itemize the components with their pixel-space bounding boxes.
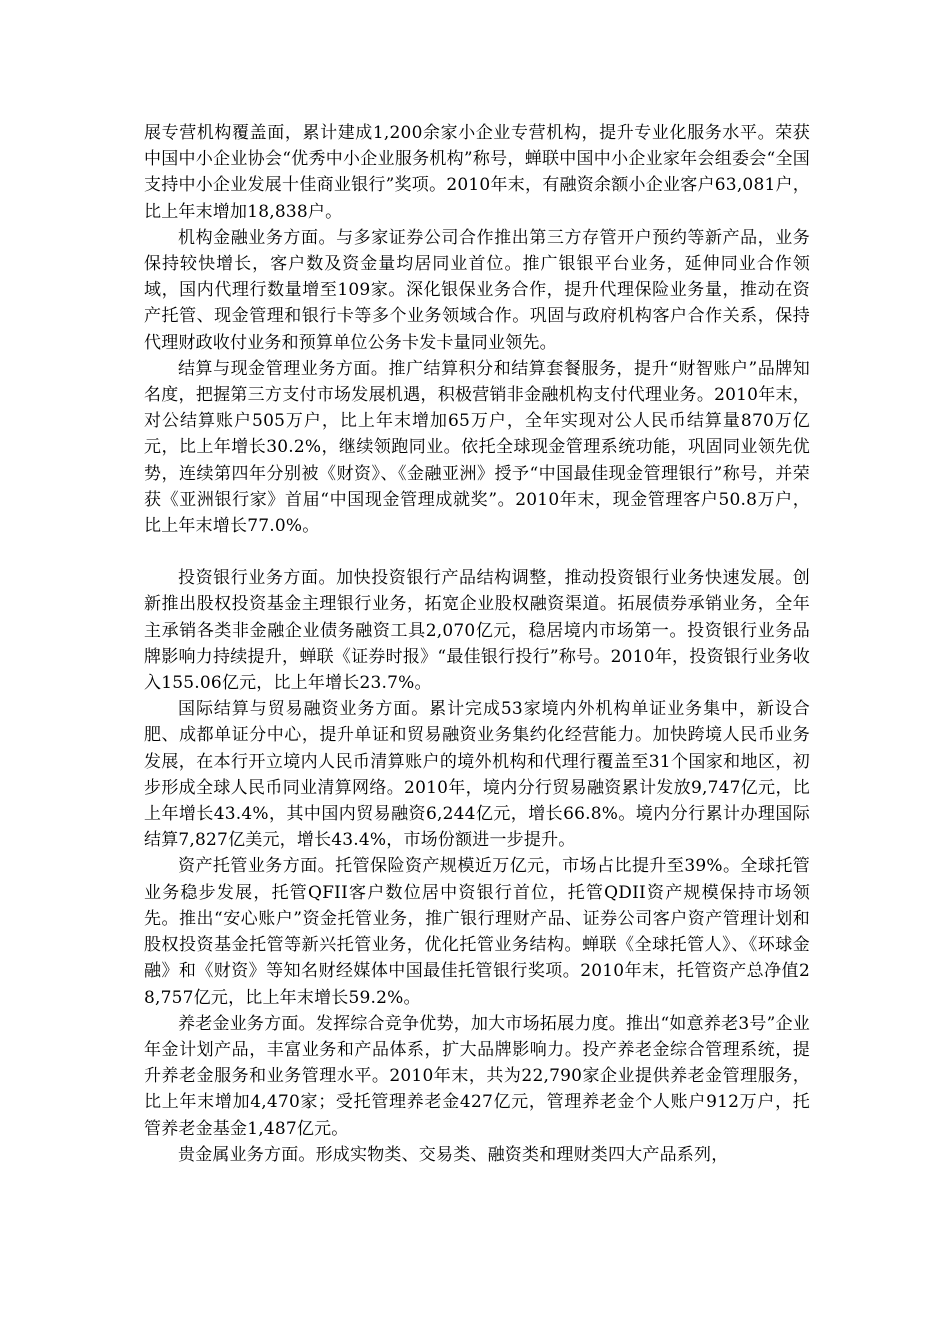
paragraph-institutional-finance: 机构金融业务方面。与多家证券公司合作推出第三方存管开户预约等新产品，业务保持较快增长，客户数及资金量均居同业首位。推广银银平台业务，延伸同业合作领域，国内代理行数量增至109家。深化银保业务合作，提升代理保险业务量，推动在资产托管、现金管理和银行卡等多个业务领域合作。巩固与政府机构客户合作关系，保持代理财政收付业务和预算单位公务卡发卡量同业领先。 <box>144 227 810 353</box>
document-page <box>144 120 810 1168</box>
paragraph-precious-metals: 贵金属业务方面。形成实物类、交易类、融资类和理财类四大产品系列， <box>178 1144 729 1165</box>
paragraph-asset-custody: 资产托管业务方面。托管保险资产规模近万亿元，市场占比提升至39%。全球托管业务稳步发展，托管QFII客户数位居中资银行首位，托管QDII资产规模保持市场领先。推出“安心账户”资金托管业务，推广银行理财产品、证券公司客户资产管理计划和股权投资基金托管等新兴托管业务，优化托管业务结构。蝉联《全球托管人》、《环球金融》和《财资》等知名财经媒体中国最佳托管银行奖项。2010年末，托管资产总净值28,757亿元，比上年末增长59.2%。 <box>144 856 810 1008</box>
paragraph-gap <box>144 539 810 565</box>
paragraph-investment-banking: 投资银行业务方面。加快投资银行产品结构调整，推动投资银行业务快速发展。创新推出股权投资基金主理银行业务，拓宽企业股权融资渠道。拓展债券承销业务，全年主承销各类非金融企业债务融资工具2,070亿元，稳居境内市场第一。投资银行业务品牌影响力持续提升，蝉联《证券时报》“最佳银行投行”称号。2010年，投资银行业务收入155.06亿元，比上年增长23.7%。 <box>144 568 810 694</box>
paragraph-trade-finance: 国际结算与贸易融资业务方面。累计完成53家境内外机构单证业务集中，新设合肥、成都单证分中心，提升单证和贸易融资业务集约化经营能力。加快跨境人民币业务发展，在本行开立境内人民币清算账户的境外机构和代理行覆盖至31个国家和地区，初步形成全球人民币同业清算网络。2010年，境内分行贸易融资累计发放9,747亿元，比上年增长43.4%，其中国内贸易融资6,244亿元，增长66.8%。境内分行累计办理国际结算7,827亿美元，增长43.4%，市场份额进一步提升。 <box>144 699 810 851</box>
paragraph-settlement-cash-management: 结算与现金管理业务方面。推广结算积分和结算套餐服务，提升“财智账户”品牌知名度，把握第三方支付市场发展机遇，积极营销非金融机构支付代理业务。2010年末，对公结算账户505万户，比上年末增加65万户，全年实现对公人民币结算量870万亿元，比上年增长30.2%，继续领跑同业。依托全球现金管理系统功能，巩固同业领先优势，连续第四年分别被《财资》、《金融亚洲》授予“中国最佳现金管理银行”称号，并荣获《亚洲银行家》首届“中国现金管理成就奖”。2010年末，现金管理客户50.8万户，比上年末增长77.0%。 <box>144 358 810 537</box>
paragraph-small-business: 展专营机构覆盖面，累计建成1,200余家小企业专营机构，提升专业化服务水平。荣获中国中小企业协会“优秀中小企业服务机构”称号，蝉联中国中小企业家年会组委会“全国支持中小企业发展十佳商业银行”奖项。2010年末，有融资余额小企业客户63,081户，比上年末增加18,838户。 <box>144 123 810 222</box>
paragraph-pension: 养老金业务方面。发挥综合竞争优势，加大市场拓展力度。推出“如意养老3号”企业年金计划产品，丰富业务和产品体系，扩大品牌影响力。投产养老金综合管理系统，提升养老金服务和业务管理水平。2010年末，共为22,790家企业提供养老金管理服务，比上年末增加4,470家；受托管理养老金427亿元，管理养老金个人账户912万户，托管养老金基金1,487亿元。 <box>144 1013 810 1139</box>
